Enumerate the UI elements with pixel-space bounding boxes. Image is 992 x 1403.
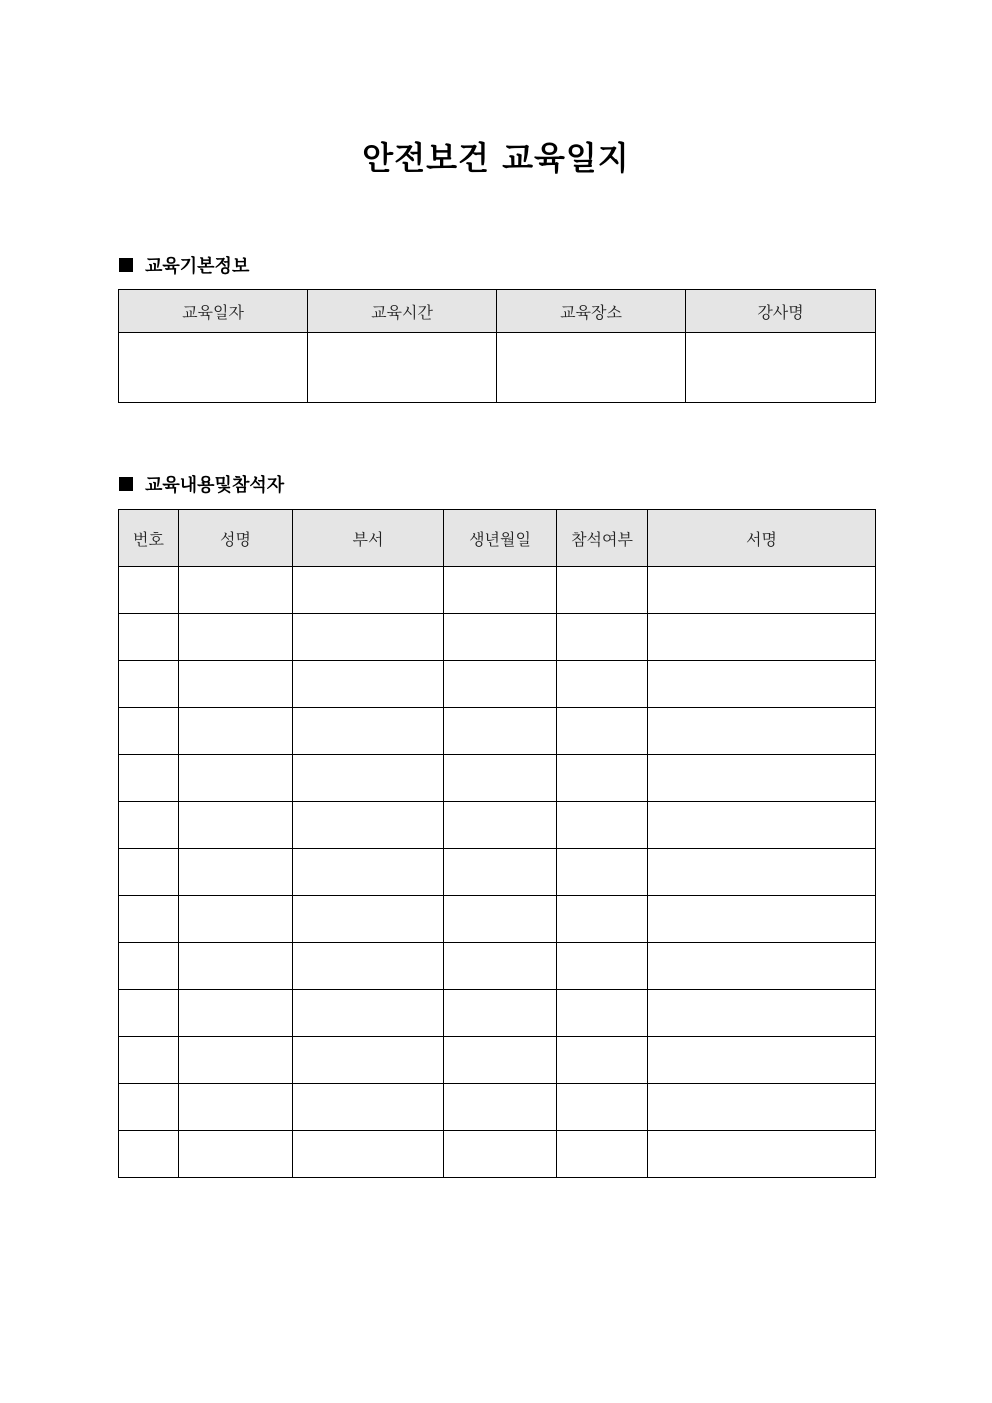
number-cell[interactable] xyxy=(119,1131,179,1178)
table-row xyxy=(119,755,876,802)
department-cell[interactable] xyxy=(293,755,444,802)
attendance-cell[interactable] xyxy=(557,943,648,990)
signature-cell[interactable] xyxy=(648,708,876,755)
department-cell[interactable] xyxy=(293,708,444,755)
table-row xyxy=(119,1131,876,1178)
table-row xyxy=(119,990,876,1037)
name-cell[interactable] xyxy=(179,1084,293,1131)
attendee-table xyxy=(118,509,876,1178)
name-cell[interactable] xyxy=(179,1131,293,1178)
department-cell[interactable] xyxy=(293,567,444,614)
attendance-cell[interactable] xyxy=(557,1037,648,1084)
signature-cell[interactable] xyxy=(648,896,876,943)
attendance-cell[interactable] xyxy=(557,708,648,755)
number-cell[interactable] xyxy=(119,614,179,661)
table-header-row xyxy=(119,290,876,333)
table-row xyxy=(119,661,876,708)
number-cell[interactable] xyxy=(119,661,179,708)
number-cell[interactable] xyxy=(119,802,179,849)
birthdate-cell[interactable] xyxy=(444,802,557,849)
location-value-cell[interactable] xyxy=(497,333,686,403)
column-header-number: 번호 xyxy=(119,510,179,567)
department-cell[interactable] xyxy=(293,1084,444,1131)
name-cell[interactable] xyxy=(179,990,293,1037)
column-header-attendance: 참석여부 xyxy=(557,510,648,567)
name-cell[interactable] xyxy=(179,1037,293,1084)
signature-cell[interactable] xyxy=(648,990,876,1037)
birthdate-cell[interactable] xyxy=(444,1084,557,1131)
number-cell[interactable] xyxy=(119,1084,179,1131)
page-title: 안전보건 교육일지 xyxy=(362,139,630,177)
number-cell[interactable] xyxy=(119,1037,179,1084)
table-row xyxy=(119,614,876,661)
name-cell[interactable] xyxy=(179,896,293,943)
signature-cell[interactable] xyxy=(648,755,876,802)
column-header-signature: 서명 xyxy=(648,510,876,567)
birthdate-cell[interactable] xyxy=(444,661,557,708)
section-heading-label: 교육기본정보 xyxy=(145,256,250,277)
attendance-cell[interactable] xyxy=(557,896,648,943)
department-cell[interactable] xyxy=(293,990,444,1037)
attendance-cell[interactable] xyxy=(557,567,648,614)
basic-info-table xyxy=(118,289,876,403)
number-cell[interactable] xyxy=(119,896,179,943)
attendance-cell[interactable] xyxy=(557,661,648,708)
birthdate-cell[interactable] xyxy=(444,755,557,802)
table-row xyxy=(119,1084,876,1131)
birthdate-cell[interactable] xyxy=(444,708,557,755)
department-cell[interactable] xyxy=(293,849,444,896)
signature-cell[interactable] xyxy=(648,661,876,708)
department-cell[interactable] xyxy=(293,1131,444,1178)
number-cell[interactable] xyxy=(119,943,179,990)
signature-cell[interactable] xyxy=(648,1037,876,1084)
birthdate-cell[interactable] xyxy=(444,943,557,990)
name-cell[interactable] xyxy=(179,708,293,755)
column-header-birthdate: 생년월일 xyxy=(444,510,557,567)
square-bullet-icon xyxy=(119,258,133,272)
attendance-cell[interactable] xyxy=(557,802,648,849)
birthdate-cell[interactable] xyxy=(444,567,557,614)
attendance-cell[interactable] xyxy=(557,1084,648,1131)
department-cell[interactable] xyxy=(293,943,444,990)
square-bullet-icon xyxy=(119,477,133,491)
number-cell[interactable] xyxy=(119,990,179,1037)
table-row xyxy=(119,849,876,896)
column-header-location: 교육장소 xyxy=(497,290,686,333)
signature-cell[interactable] xyxy=(648,567,876,614)
number-cell[interactable] xyxy=(119,567,179,614)
number-cell[interactable] xyxy=(119,708,179,755)
table-row xyxy=(119,1037,876,1084)
column-header-instructor: 강사명 xyxy=(686,290,876,333)
table-row xyxy=(119,802,876,849)
signature-cell[interactable] xyxy=(648,802,876,849)
birthdate-cell[interactable] xyxy=(444,896,557,943)
signature-cell[interactable] xyxy=(648,1131,876,1178)
date-value-cell[interactable] xyxy=(119,333,308,403)
department-cell[interactable] xyxy=(293,1037,444,1084)
name-cell[interactable] xyxy=(179,567,293,614)
column-header-department: 부서 xyxy=(293,510,444,567)
number-cell[interactable] xyxy=(119,849,179,896)
table-row xyxy=(119,896,876,943)
number-cell[interactable] xyxy=(119,755,179,802)
birthdate-cell[interactable] xyxy=(444,1037,557,1084)
column-header-name: 성명 xyxy=(179,510,293,567)
column-header-time: 교육시간 xyxy=(308,290,497,333)
table-row xyxy=(119,333,876,403)
signature-cell[interactable] xyxy=(648,614,876,661)
name-cell[interactable] xyxy=(179,755,293,802)
signature-cell[interactable] xyxy=(648,943,876,990)
section-heading-attendees xyxy=(119,471,284,497)
attendance-cell[interactable] xyxy=(557,755,648,802)
name-cell[interactable] xyxy=(179,849,293,896)
column-header-date: 교육일자 xyxy=(119,290,308,333)
time-value-cell[interactable] xyxy=(308,333,497,403)
name-cell[interactable] xyxy=(179,661,293,708)
attendance-cell[interactable] xyxy=(557,990,648,1037)
section-heading-basic-info xyxy=(119,252,249,278)
name-cell[interactable] xyxy=(179,802,293,849)
table-header-row xyxy=(119,510,876,567)
table-row xyxy=(119,943,876,990)
table-row xyxy=(119,708,876,755)
birthdate-cell[interactable] xyxy=(444,849,557,896)
section-heading-label: 교육내용및참석자 xyxy=(145,475,285,496)
table-row xyxy=(119,567,876,614)
department-cell[interactable] xyxy=(293,661,444,708)
birthdate-cell[interactable] xyxy=(444,614,557,661)
birthdate-cell[interactable] xyxy=(444,1131,557,1178)
department-cell[interactable] xyxy=(293,896,444,943)
birthdate-cell[interactable] xyxy=(444,990,557,1037)
signature-cell[interactable] xyxy=(648,1084,876,1131)
name-cell[interactable] xyxy=(179,943,293,990)
department-cell[interactable] xyxy=(293,614,444,661)
department-cell[interactable] xyxy=(293,802,444,849)
signature-cell[interactable] xyxy=(648,849,876,896)
attendance-cell[interactable] xyxy=(557,614,648,661)
attendance-cell[interactable] xyxy=(557,1131,648,1178)
name-cell[interactable] xyxy=(179,614,293,661)
attendance-cell[interactable] xyxy=(557,849,648,896)
instructor-value-cell[interactable] xyxy=(686,333,876,403)
